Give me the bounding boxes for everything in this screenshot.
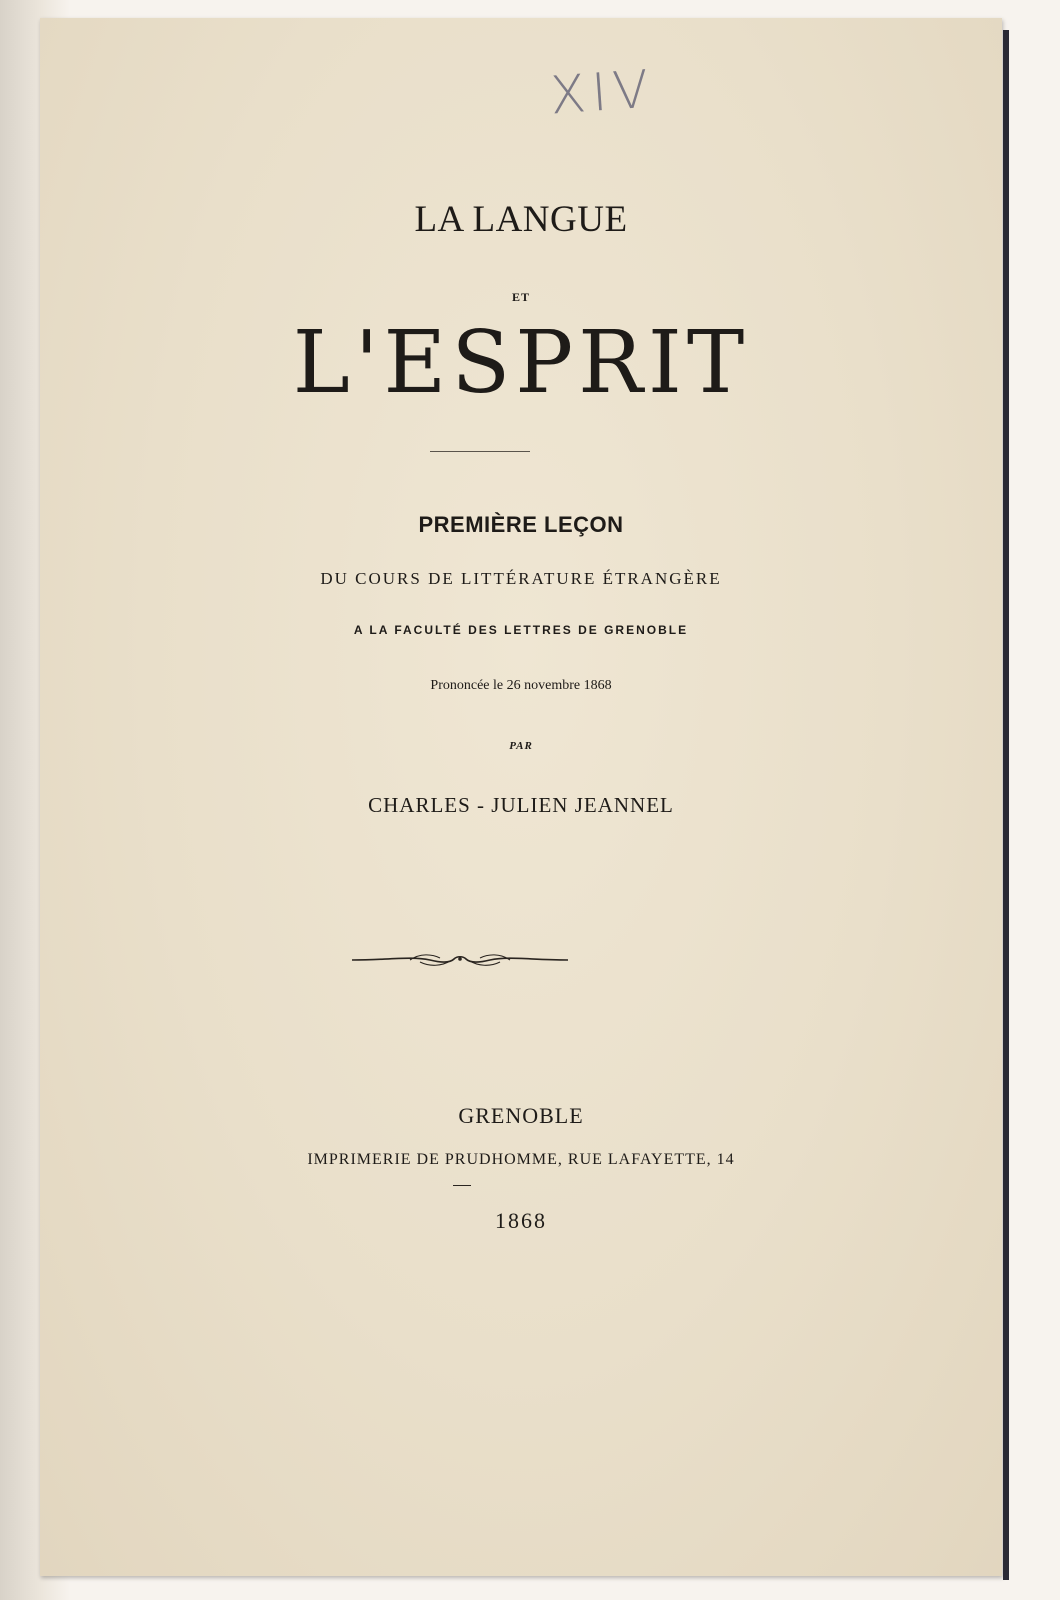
title-line-2: L'ESPRIT xyxy=(292,313,750,413)
delivery-date: Prononcée le 26 novembre 1868 xyxy=(430,678,612,693)
imprint-city: GRENOBLE xyxy=(458,1103,584,1128)
ornament-icon xyxy=(350,948,570,972)
title-line-1: LA LANGUE xyxy=(414,199,628,240)
title-page xyxy=(40,18,1002,1576)
title-conjunction: ET xyxy=(511,290,530,304)
by-label: PAR xyxy=(509,740,533,752)
course-line: DU COURS DE LITTÉRATURE ÉTRANGÈRE xyxy=(320,569,722,588)
imprint-year: 1868 xyxy=(495,1208,547,1233)
title-rule xyxy=(430,451,530,452)
author-name: CHARLES - JULIEN JEANNEL xyxy=(368,793,674,817)
faculty-line: A LA FACULTÉ DES LETTRES DE GRENOBLE xyxy=(353,623,689,637)
lesson-heading: PREMIÈRE LEÇON xyxy=(418,512,624,537)
imprint-dash xyxy=(453,1185,471,1186)
pencil-catalog-mark: XIV xyxy=(548,59,657,127)
imprint-printer: IMPRIMERIE DE PRUDHOMME, RUE LAFAYETTE, 14 xyxy=(307,1151,735,1168)
page-edge-shadow xyxy=(1003,30,1009,1580)
